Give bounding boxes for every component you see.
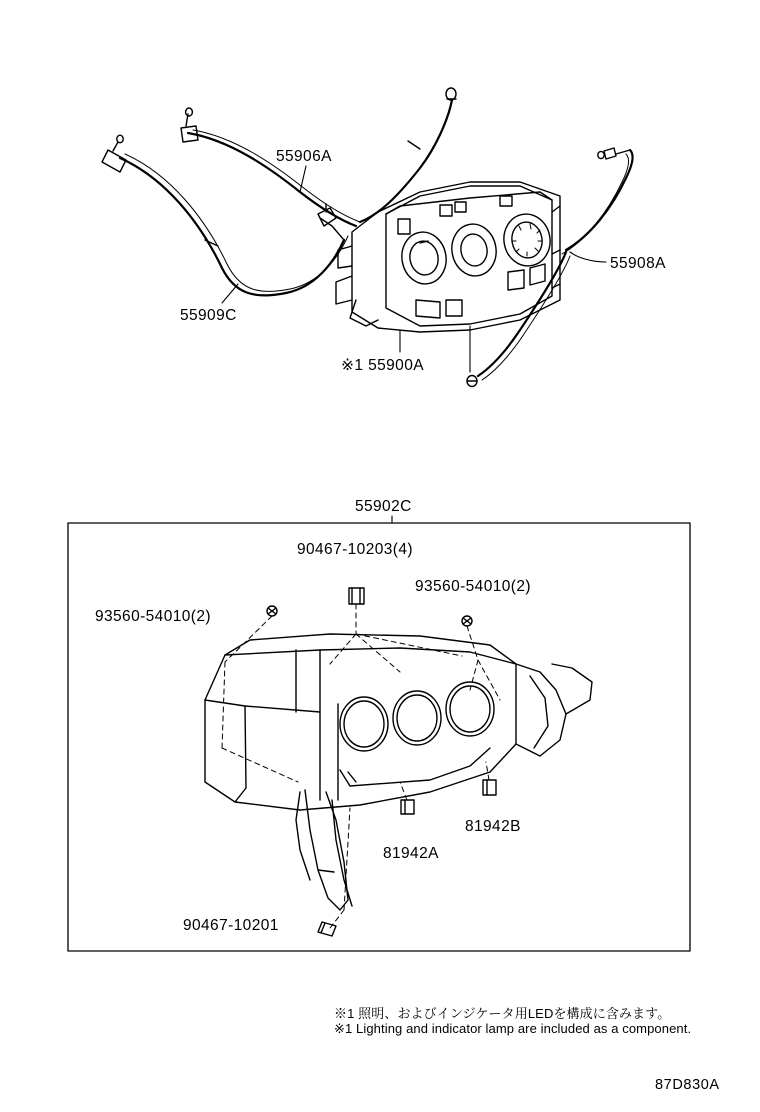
part-label-55902c: 55902C: [355, 498, 412, 515]
part-label-93560-54010-b: 93560-54010(2): [95, 608, 211, 625]
lower-frame: [68, 523, 690, 951]
control-panel-bezel: [205, 634, 592, 910]
footnote-japanese: ※1 照明、およびインジケータ用LEDを構成に含みます。: [334, 1006, 671, 1021]
sheet-code: 87D830A: [655, 1077, 720, 1093]
part-label-81942a: 81942A: [383, 845, 439, 862]
footnote-english: ※1 Lighting and indicator lamp are included as a component.: [334, 1021, 692, 1036]
part-label-55908a: 55908A: [610, 255, 666, 272]
lower-fasteners: [267, 588, 496, 936]
part-label-90467-10201: 90467-10201: [183, 917, 279, 934]
part-label-55909c: 55909C: [180, 307, 237, 324]
part-label-55906a: 55906A: [276, 148, 332, 165]
part-label-93560-54010-a: 93560-54010(2): [415, 578, 531, 595]
part-label-81942b: 81942B: [465, 818, 521, 835]
heater-control-unit-body: [336, 182, 560, 332]
part-label-90467-10203: 90467-10203(4): [297, 541, 413, 558]
part-label-55900a: ※1 55900A: [341, 357, 424, 374]
control-cables: [102, 88, 633, 387]
